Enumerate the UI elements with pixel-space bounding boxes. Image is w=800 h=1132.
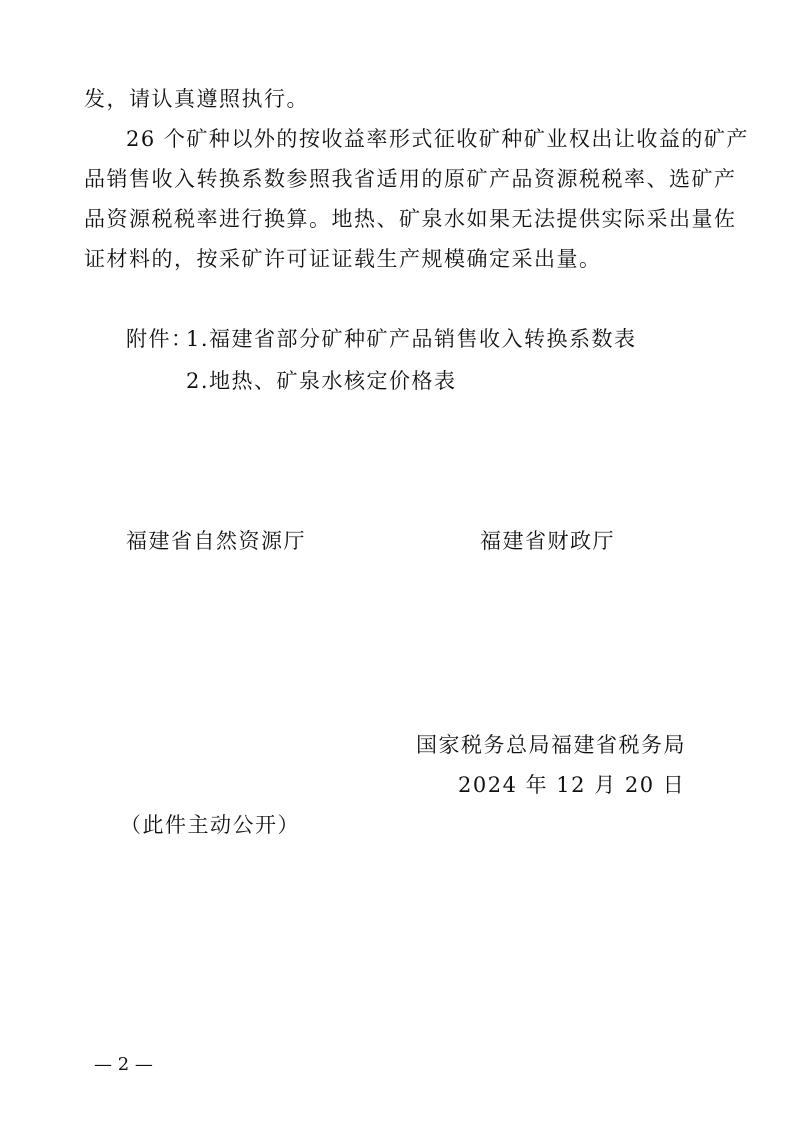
public-notice: （此件主动公开） <box>120 813 300 837</box>
document-date: 2024 年 12 月 20 日 <box>458 773 686 797</box>
attachment-item-2: 2.地热、矿泉水核定价格表 <box>186 369 457 393</box>
signature-tax-bureau: 国家税务总局福建省税务局 <box>416 733 686 757</box>
attachments-label: 附件： <box>126 327 194 351</box>
paragraph-line-2: 品销售收入转换系数参照我省适用的原矿产品资源税税率、选矿产 <box>84 167 737 191</box>
signature-finance: 福建省财政厅 <box>480 529 615 553</box>
signature-natural-resources: 福建省自然资源厅 <box>126 529 306 553</box>
paragraph-line-3: 品资源税税率进行换算。地热、矿泉水如果无法提供实际采出量佐 <box>84 207 737 231</box>
paragraph-line-4: 证材料的，按采矿许可证证载生产规模确定采出量。 <box>84 247 602 271</box>
paragraph-line-1: 26 个矿种以外的按收益率形式征收矿种矿业权出让收益的矿产 <box>126 127 749 151</box>
attachment-item-1: 1.福建省部分矿种矿产品销售收入转换系数表 <box>186 327 637 351</box>
body-line-1: 发，请认真遵照执行。 <box>84 87 309 111</box>
page-number: — 2 — <box>94 1054 153 1075</box>
